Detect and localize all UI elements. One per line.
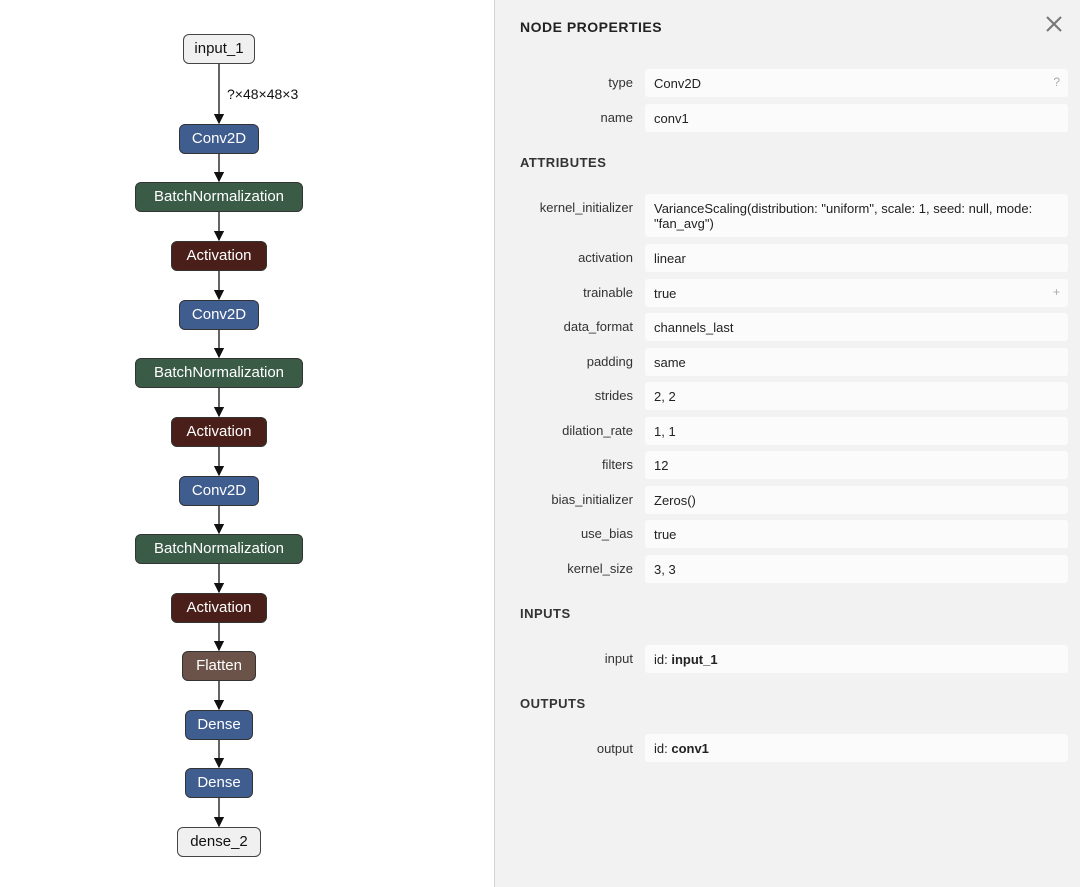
attr-value-text: channels_last bbox=[654, 320, 734, 335]
attr-value-text: same bbox=[654, 354, 686, 370]
attr-value-trainable bbox=[645, 279, 1068, 307]
attr-value-data-format bbox=[645, 313, 1068, 341]
sidebar-title: NODE PROPERTIES bbox=[520, 19, 663, 35]
attr-value-text: 3, 3 bbox=[654, 561, 676, 577]
graph-node-conv2d[interactable]: Conv2D bbox=[179, 300, 259, 330]
graph-node-batchnormalization[interactable]: BatchNormalization bbox=[135, 534, 303, 564]
input-prefix: id: bbox=[654, 652, 672, 667]
help-icon[interactable]: ? bbox=[1053, 75, 1060, 89]
close-button[interactable] bbox=[1042, 12, 1066, 36]
attributes-heading: ATTRIBUTES bbox=[520, 155, 607, 170]
attr-value-bias-initializer bbox=[645, 486, 1068, 514]
graph-node-activation[interactable]: Activation bbox=[171, 593, 267, 623]
graph-node-input-1[interactable]: input_1 bbox=[183, 34, 255, 64]
attr-value-text: 12 bbox=[654, 458, 669, 473]
type-label: type bbox=[608, 75, 633, 90]
input-id: input_1 bbox=[671, 652, 718, 667]
graph-node-dense[interactable]: Dense bbox=[185, 710, 253, 740]
attr-value-use-bias bbox=[645, 520, 1068, 548]
attr-value-padding bbox=[645, 348, 1068, 376]
edge-shape-label: ?×48×48×3 bbox=[227, 86, 299, 102]
attr-value-text: 1, 1 bbox=[654, 423, 676, 439]
attr-value-kernel-size bbox=[645, 555, 1068, 583]
name-value: conv1 bbox=[645, 104, 1068, 132]
expand-icon[interactable]: + bbox=[1052, 284, 1060, 299]
graph-node-flatten[interactable]: Flatten bbox=[182, 651, 256, 681]
attr-label-filters: filters bbox=[601, 457, 633, 472]
attr-value-text: linear bbox=[654, 251, 686, 266]
attr-value-text: Zeros() bbox=[654, 492, 696, 508]
attr-label-strides: strides bbox=[594, 388, 633, 403]
attr-value-kernel-initializer bbox=[645, 194, 1068, 237]
output-id: conv1 bbox=[671, 741, 709, 756]
properties-sidebar bbox=[494, 0, 1080, 887]
attr-label-padding: padding bbox=[586, 353, 633, 369]
graph-node-dense-2[interactable]: dense_2 bbox=[177, 827, 261, 857]
attr-label-trainable: trainable bbox=[583, 284, 633, 300]
output-label: output bbox=[596, 741, 633, 756]
attr-label-data-format: data_format bbox=[563, 319, 633, 334]
attr-label-activation: activation bbox=[578, 250, 633, 265]
attr-label-use-bias: use_bias bbox=[580, 526, 633, 541]
attr-value-strides bbox=[645, 382, 1068, 410]
attr-label-kernel-size: kernel_size bbox=[567, 560, 633, 576]
inputs-heading: INPUTS bbox=[520, 606, 571, 621]
attr-value-filters bbox=[645, 451, 1068, 479]
graph-node-activation[interactable]: Activation bbox=[171, 241, 267, 271]
attr-value-text: VarianceScaling(distribution: "uniform", scale: 1, seed: null, mode: "fan_avg") bbox=[654, 201, 1033, 231]
graph-node-activation[interactable]: Activation bbox=[171, 417, 267, 447]
name-label: name bbox=[600, 110, 633, 125]
attr-value-text: true bbox=[654, 527, 677, 542]
attr-value-text: 2, 2 bbox=[654, 389, 676, 404]
input-value bbox=[645, 645, 1068, 673]
graph-node-conv2d[interactable]: Conv2D bbox=[179, 124, 259, 154]
output-value bbox=[645, 734, 1068, 762]
graph-node-conv2d[interactable]: Conv2D bbox=[179, 476, 259, 506]
graph-node-dense[interactable]: Dense bbox=[185, 768, 253, 798]
outputs-heading: OUTPUTS bbox=[520, 696, 586, 711]
attr-label-kernel-initializer: kernel_initializer bbox=[539, 200, 633, 215]
close-icon bbox=[1042, 12, 1066, 36]
input-label: input bbox=[604, 651, 633, 666]
type-value-text: Conv2D bbox=[654, 76, 701, 91]
attr-value-dilation-rate bbox=[645, 417, 1068, 445]
attr-label-bias-initializer: bias_initializer bbox=[551, 491, 633, 507]
model-graph-canvas[interactable] bbox=[0, 0, 494, 887]
type-value bbox=[645, 69, 1068, 97]
graph-node-batchnormalization[interactable]: BatchNormalization bbox=[135, 358, 303, 388]
attr-label-dilation-rate: dilation_rate bbox=[562, 422, 633, 438]
graph-node-batchnormalization[interactable]: BatchNormalization bbox=[135, 182, 303, 212]
attr-value-text: true bbox=[654, 285, 677, 301]
attr-value-activation bbox=[645, 244, 1068, 272]
output-prefix: id: bbox=[654, 741, 672, 756]
